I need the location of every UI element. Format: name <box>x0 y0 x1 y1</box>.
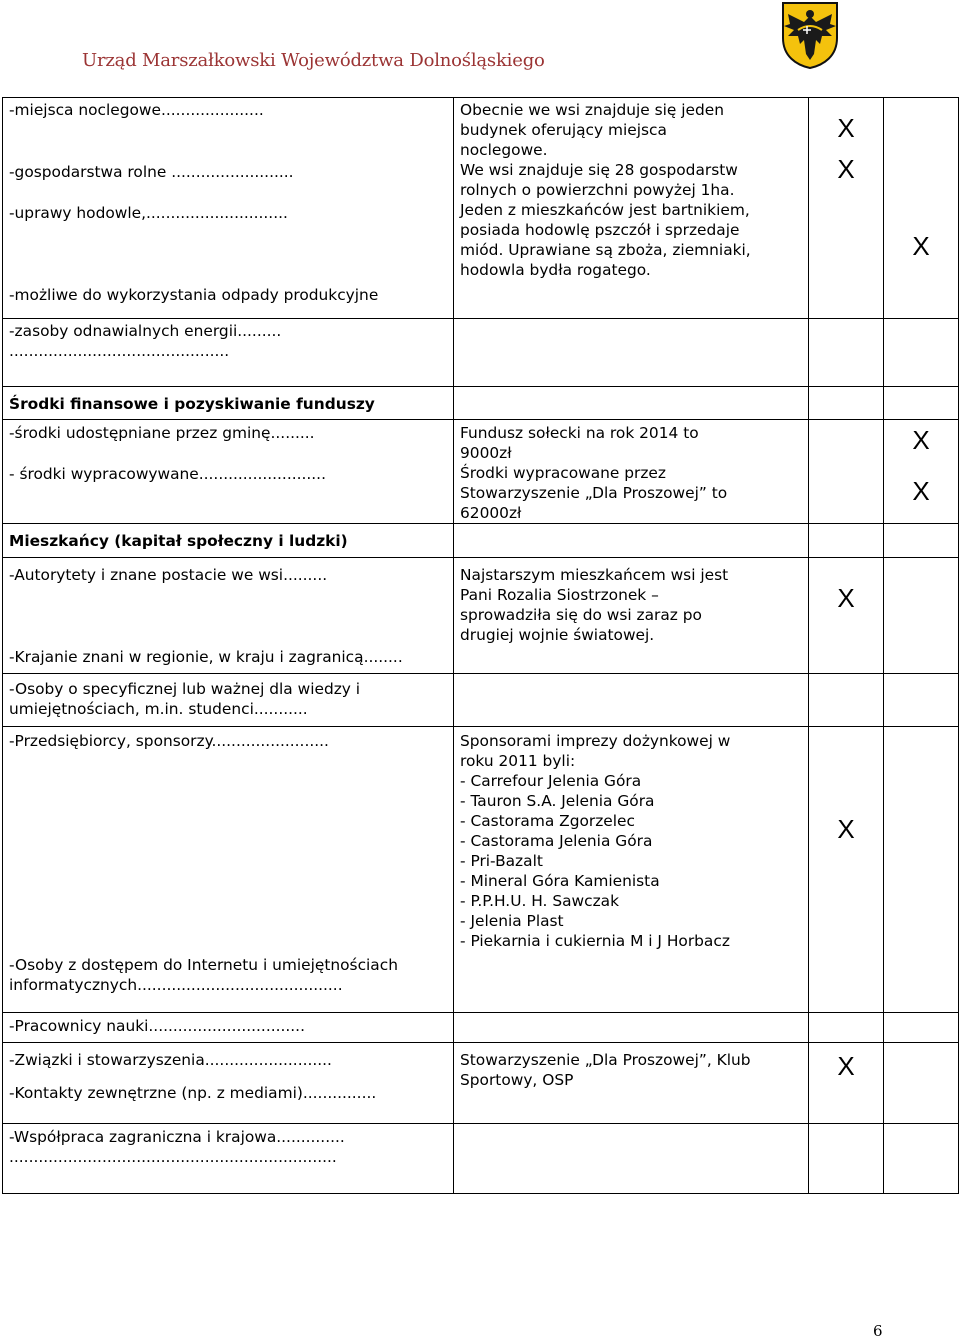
resource-detail-cell <box>454 727 809 1013</box>
mark-column-3 <box>809 387 884 420</box>
label-osoby-specyficzne: -Osoby o specyficznej lub ważnej dla wiedzy i umiejętnościach, m.in. studenci........... <box>9 680 361 718</box>
table-row <box>3 727 959 1013</box>
table-row <box>3 1043 959 1124</box>
resource-label-cell <box>3 319 454 387</box>
coat-of-arms-eagle-icon <box>780 0 840 70</box>
resource-detail-cell <box>454 674 809 727</box>
mark-column-4 <box>884 524 959 558</box>
table-row <box>3 98 959 319</box>
mark-column-3 <box>809 1013 884 1043</box>
page-number: 6 <box>873 1322 883 1339</box>
mark-column-4 <box>884 1043 959 1124</box>
table-row <box>3 319 959 387</box>
mark-column-3 <box>809 98 884 319</box>
label-krajanie: -Krajanie znani w regionie, w kraju i zagranicą........ <box>9 648 403 666</box>
table-row <box>3 1124 959 1194</box>
table-row <box>3 524 959 558</box>
label-osoby-internet: -Osoby z dostępem do Internetu i umiejętnościach informatycznych.......................................... <box>9 956 398 994</box>
mark-column-3 <box>809 727 884 1013</box>
x-mark: X <box>837 583 855 613</box>
mark-column-4 <box>884 98 959 319</box>
resource-detail-cell <box>454 319 809 387</box>
mark-column-4 <box>884 727 959 1013</box>
table-row <box>3 420 959 524</box>
detail-text: Sponsorami imprezy dożynkowej w roku 2011 byli: - Carrefour Jelenia Góra - Tauron S.A. Jelenia Góra - Castorama Zgorzelec - Castorama Jelenia Góra - Pri-Bazalt - Mineral Góra Kamienista - P.P.H.U. H. Sawczak - Jelenia Plast - Piekarnia i cukiernia M i J Horbacz <box>460 732 731 950</box>
resource-detail-cell <box>454 1043 809 1124</box>
resource-detail-cell <box>454 98 809 319</box>
label-zwiazki: -Związki i stowarzyszenia.......................... <box>9 1051 332 1069</box>
label-srodki-gminy: -środki udostępniane przez gminę......... <box>9 424 315 442</box>
x-mark: X <box>837 113 855 143</box>
mark-column-4 <box>884 387 959 420</box>
x-mark: X <box>912 425 930 455</box>
resource-label-cell <box>3 727 454 1013</box>
x-mark: X <box>837 1051 855 1081</box>
mark-column-3 <box>809 319 884 387</box>
label-gospodarstwa-rolne: -gospodarstwa rolne ......................... <box>9 163 294 181</box>
mark-column-3 <box>809 558 884 674</box>
mark-column-3 <box>809 1124 884 1194</box>
detail-text: Stowarzyszenie „Dla Proszowej”, Klub Sportowy, OSP <box>460 1051 751 1089</box>
section-heading-cell <box>3 387 454 420</box>
detail-text: Fundusz sołecki na rok 2014 to 9000zł Środki wypracowane przez Stowarzyszenie „Dla Proszowej” to 62000zł <box>460 424 728 522</box>
x-mark: X <box>912 231 930 261</box>
label-srodki-wypracowane: - środki wypracowywane.......................... <box>9 465 326 483</box>
header-title: Urząd Marszałkowski Województwa Dolnośląskiego <box>82 50 545 71</box>
resource-label-cell <box>3 420 454 524</box>
resource-detail-cell <box>454 1124 809 1194</box>
mark-column-3 <box>809 674 884 727</box>
label-kontakty: -Kontakty zewnętrzne (np. z mediami)............... <box>9 1084 377 1102</box>
mark-column-4 <box>884 558 959 674</box>
resource-label-cell <box>3 1013 454 1043</box>
section-heading-cell <box>3 524 454 558</box>
resource-detail-cell <box>454 524 809 558</box>
mark-column-4 <box>884 319 959 387</box>
label-autorytety: -Autorytety i znane postacie we wsi......... <box>9 566 328 584</box>
label-pracownicy-nauki: -Pracownicy nauki................................ <box>9 1017 305 1035</box>
table-row <box>3 1013 959 1043</box>
resource-detail-cell <box>454 1013 809 1043</box>
mark-column-3 <box>809 524 884 558</box>
label-zasoby-energii: -zasoby odnawialnych energii......... ............................................. <box>9 322 282 360</box>
mark-column-4 <box>884 674 959 727</box>
section-heading-finanse: Środki finansowe i pozyskiwanie funduszy <box>9 395 375 413</box>
mark-column-4 <box>884 1013 959 1043</box>
x-mark: X <box>837 154 855 184</box>
resource-label-cell <box>3 1124 454 1194</box>
resource-label-cell <box>3 674 454 727</box>
table-row <box>3 558 959 674</box>
mark-column-3 <box>809 420 884 524</box>
mark-column-3 <box>809 1043 884 1124</box>
label-wspolpraca: -Współpraca zagraniczna i krajowa.............. ................................................................... <box>9 1128 345 1166</box>
label-przedsiebiorcy: -Przedsiębiorcy, sponsorzy........................ <box>9 732 329 750</box>
resource-detail-cell <box>454 420 809 524</box>
section-heading-mieszkancy: Mieszkańcy (kapitał społeczny i ludzki) <box>9 532 348 550</box>
detail-text: Obecnie we wsi znajduje się jeden budynek oferujący miejsca noclegowe. We wsi znajduje się 28 gospodarstw rolnych o powierzchni powyżej 1ha. Jeden z mieszkańców jest bartnikiem, posiada hodowlę pszczół i sprzedaje miód. Uprawiane są zboża, ziemniaki, hodowla bydła rogatego. <box>460 101 751 279</box>
detail-text: Najstarszym mieszkańcem wsi jest Pani Rozalia Siostrzonek – sprowadziła się do wsi zaraz po drugiej wojnie światowej. <box>460 566 729 644</box>
mark-column-4 <box>884 420 959 524</box>
label-odpady-produkcyjne: -możliwe do wykorzystania odpady produkcyjne <box>9 286 379 304</box>
resource-label-cell <box>3 98 454 319</box>
mark-column-4 <box>884 1124 959 1194</box>
resource-detail-cell <box>454 387 809 420</box>
resource-table <box>2 97 959 1194</box>
resource-label-cell <box>3 558 454 674</box>
label-uprawy-hodowle: -uprawy hodowle,............................. <box>9 204 288 222</box>
resource-label-cell <box>3 1043 454 1124</box>
x-mark: X <box>837 814 855 844</box>
resource-detail-cell <box>454 558 809 674</box>
table-row <box>3 387 959 420</box>
x-mark: X <box>912 476 930 506</box>
table-row <box>3 674 959 727</box>
label-miejsca-noclegowe: -miejsca noclegowe..................... <box>9 101 264 119</box>
